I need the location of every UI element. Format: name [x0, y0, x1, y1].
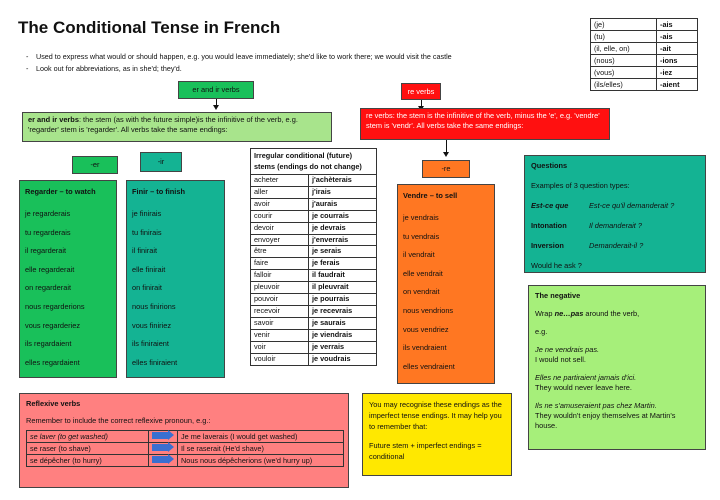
conjugation-row: il regarderait: [25, 246, 67, 256]
reflexive-row: [27, 455, 344, 467]
endings-pronoun: (ils/elles): [591, 79, 657, 91]
endings-row: [591, 19, 698, 31]
irregular-form: il pleuvrait: [309, 282, 377, 294]
endings-pronoun: (je): [591, 19, 657, 31]
irregular-form: je recevrais: [309, 305, 377, 317]
regarder-conjugation: [19, 180, 117, 378]
irregular-row: [251, 282, 377, 294]
irregular-row: [251, 234, 377, 246]
reflexive-example: Je me laverais (I would get washed): [178, 431, 344, 443]
irregular-form: j'irais: [309, 186, 377, 198]
arrow-cell: [149, 455, 178, 467]
irregular-row: [251, 353, 377, 365]
conjugation-row: ils regardaient: [25, 339, 72, 349]
negative-ex3-fr: Ils ne s'amuseraient pas chez Martin.: [535, 401, 657, 410]
irregular-infinitive: être: [251, 246, 309, 258]
conjugation-row: elles regardaient: [25, 357, 80, 367]
endings-ending: -aient: [657, 79, 698, 91]
negative-header: The negative: [535, 291, 581, 300]
conjugation-row: vous finiriez: [132, 320, 172, 330]
irregular-header: Irregular conditional (future) stems (endings do not change): [250, 148, 377, 174]
negative-eg: e.g.: [535, 327, 548, 336]
conjugation-row: tu finirais: [132, 227, 162, 237]
endings-ending: -ais: [657, 19, 698, 31]
imperfect-note-formula: Future stem + imperfect endings = conditional: [369, 441, 482, 461]
endings-pronoun: (il, elle, on): [591, 43, 657, 55]
irregular-infinitive: pouvoir: [251, 294, 309, 306]
conjugation-row: tu regarderais: [25, 227, 71, 237]
conjugation-row: vous regarderiez: [25, 320, 81, 330]
vendre-conjugation: [397, 184, 495, 384]
er-ir-desc-text: : the stem (as with the future simple)is the infinitive of the verb, e.g. 'regarder' stem is 'regarder'. All verbs take the same endings:: [28, 115, 298, 134]
er-ir-desc-bold: er and ir verbs: [28, 115, 79, 124]
irregular-infinitive: avoir: [251, 198, 309, 210]
irregular-row: [251, 317, 377, 329]
irregular-form: je pourrais: [309, 294, 377, 306]
irregular-infinitive: savoir: [251, 317, 309, 329]
right-arrow-icon: [152, 444, 168, 451]
irregular-infinitive: voir: [251, 341, 309, 353]
reflexive-infinitive: se dépêcher (to hurry): [27, 455, 149, 467]
finir-conjugation: [126, 180, 225, 378]
irregular-row: [251, 186, 377, 198]
imperfect-note-text: You may recognise these endings as the imperfect tense endings. It may help you to remember that:: [369, 400, 502, 431]
irregular-form: j'achèterais: [309, 175, 377, 187]
negative-wrap: Wrap ne…pas around the verb,: [535, 309, 640, 318]
irregular-infinitive: envoyer: [251, 234, 309, 246]
conjugation-row: il finirait: [132, 246, 158, 256]
arrow-cell: [149, 443, 178, 455]
conjugation-row: ils finiraient: [132, 339, 169, 349]
irregular-form: je viendrais: [309, 329, 377, 341]
conjugation-row: il vendrait: [403, 250, 435, 260]
conjugation-row: tu vendrais: [403, 231, 440, 241]
irregular-infinitive: pleuvoir: [251, 282, 309, 294]
question-type: Inversion: [531, 241, 564, 250]
irregular-infinitive: venir: [251, 329, 309, 341]
reflexive-header: Reflexive verbs: [26, 399, 81, 408]
question-type: Est-ce que: [531, 201, 569, 210]
irregular-form: je ferais: [309, 258, 377, 270]
negative-ex3-en: They wouldn't enjoy themselves at Martin's house.: [535, 411, 676, 430]
conjugation-row: on regarderait: [25, 283, 72, 293]
irregular-form: il faudrait: [309, 270, 377, 282]
reflexive-infinitive: se raser (to shave): [27, 443, 149, 455]
conjugation-row: je finirais: [132, 209, 162, 218]
irregular-stems: [250, 148, 377, 366]
conjugation-row: vous vendriez: [403, 324, 449, 334]
irregular-row: [251, 175, 377, 187]
irregular-infinitive: recevoir: [251, 305, 309, 317]
irregular-form: je devrais: [309, 222, 377, 234]
page-title: The Conditional Tense in French: [18, 18, 281, 37]
irregular-row: [251, 329, 377, 341]
arrow-cell: [149, 431, 178, 443]
irregular-row: [251, 341, 377, 353]
irregular-infinitive: courir: [251, 210, 309, 222]
irregular-infinitive: vouloir: [251, 353, 309, 365]
irregular-form: j'enverrais: [309, 234, 377, 246]
irregular-row: [251, 222, 377, 234]
er-ir-label: er and ir verbs: [178, 81, 254, 99]
endings-ending: -ais: [657, 31, 698, 43]
re-tag: -re: [422, 160, 470, 178]
endings-pronoun: (vous): [591, 67, 657, 79]
irregular-form: j'aurais: [309, 198, 377, 210]
conjugation-row: on finirait: [132, 283, 162, 293]
arrow-er-ir: [216, 99, 217, 106]
imperfect-note: [362, 393, 512, 476]
irregular-row: [251, 246, 377, 258]
re-label: re verbs: [401, 83, 441, 100]
conjugation-row: nous vendrions: [403, 305, 454, 315]
vendre-header: Vendre – to sell: [403, 191, 458, 200]
er-ir-description: [22, 112, 332, 142]
conjugation-row: elle vendrait: [403, 268, 443, 278]
bullet-2: - Look out for abbreviations, as in she'd; they'd.: [36, 64, 182, 74]
irregular-infinitive: aller: [251, 186, 309, 198]
reflexive-box: [19, 393, 349, 488]
irregular-infinitive: acheter: [251, 175, 309, 187]
conjugation-row: je regarderais: [25, 209, 71, 218]
reflexive-infinitive: se laver (to get washed): [27, 431, 149, 443]
question-type: Intonation: [531, 221, 567, 230]
negative-box: [528, 285, 706, 450]
irregular-table: [250, 174, 377, 366]
reflexive-row: [27, 443, 344, 455]
negative-ex2-en: They would never leave here.: [535, 383, 632, 392]
questions-header: Questions: [531, 161, 568, 170]
ir-tag: -ir: [140, 152, 182, 172]
question-item: [531, 201, 699, 211]
question-example: Est-ce qu'il demanderait ?: [589, 201, 675, 210]
endings-row: [591, 79, 698, 91]
conjugation-row: ils vendraient: [403, 343, 447, 353]
endings-pronoun: (tu): [591, 31, 657, 43]
questions-box: [524, 155, 706, 273]
questions-intro: Examples of 3 question types:: [531, 181, 630, 190]
endings-ending: -ions: [657, 55, 698, 67]
reflexive-table: [26, 430, 344, 467]
reflexive-example: Nous nous dépêcherions (we'd hurry up): [178, 455, 344, 467]
er-tag: -er: [72, 156, 118, 174]
arrow-re: [421, 100, 422, 107]
right-arrow-icon: [152, 432, 168, 439]
reflexive-row: [27, 431, 344, 443]
finir-header: Finir – to finish: [132, 187, 185, 196]
negative-ex2-fr: Elles ne partiraient jamais d'ici.: [535, 373, 637, 382]
irregular-row: [251, 258, 377, 270]
endings-row: [591, 55, 698, 67]
reflexive-intro: Remember to include the correct reflexive pronoun, e.g.:: [26, 416, 211, 425]
conjugation-row: elle finirait: [132, 264, 166, 274]
re-description: re verbs: the stem is the infinitive of the verb, minus the 'e', e.g. 'vendre' stem is 'vendr'. All verbs take the same endings:: [360, 108, 610, 140]
arrow-re-tag: [446, 140, 447, 153]
irregular-form: je courrais: [309, 210, 377, 222]
question-example: Demanderait-il ?: [589, 241, 644, 250]
questions-last: Would he ask ?: [531, 261, 582, 270]
endings-row: [591, 67, 698, 79]
irregular-row: [251, 210, 377, 222]
negative-ex1-en: I would not sell.: [535, 355, 586, 364]
endings-row: [591, 43, 698, 55]
irregular-row: [251, 305, 377, 317]
conjugation-row: elles vendraient: [403, 361, 455, 371]
irregular-form: je voudrais: [309, 353, 377, 365]
irregular-row: [251, 198, 377, 210]
conjugation-row: elle regarderait: [25, 264, 75, 274]
bullet-1: - Used to express what would or should happen, e.g. you would leave immediately; she'd like to work there; we would visit the castle: [36, 52, 452, 62]
endings-ending: -iez: [657, 67, 698, 79]
endings-pronoun: (nous): [591, 55, 657, 67]
regarder-header: Regarder – to watch: [25, 187, 96, 196]
endings-row: [591, 31, 698, 43]
conjugation-row: nous regarderions: [25, 301, 85, 311]
conjugation-row: nous finirions: [132, 301, 176, 311]
irregular-infinitive: faire: [251, 258, 309, 270]
irregular-infinitive: devoir: [251, 222, 309, 234]
question-example: Il demanderait ?: [589, 221, 642, 230]
irregular-form: je verrais: [309, 341, 377, 353]
right-arrow-icon: [152, 456, 168, 463]
conjugation-row: on vendrait: [403, 287, 440, 297]
irregular-row: [251, 294, 377, 306]
endings-table: [590, 18, 698, 91]
reflexive-example: Il se raserait (He'd shave): [178, 443, 344, 455]
irregular-row: [251, 270, 377, 282]
question-item: [531, 221, 699, 231]
conjugation-row: je vendrais: [403, 213, 439, 222]
irregular-form: je serais: [309, 246, 377, 258]
conjugation-row: elles finiraient: [132, 357, 178, 367]
irregular-infinitive: falloir: [251, 270, 309, 282]
endings-ending: -ait: [657, 43, 698, 55]
irregular-form: je saurais: [309, 317, 377, 329]
negative-ex1-fr: Je ne vendrais pas.: [535, 345, 600, 354]
question-item: [531, 241, 699, 251]
